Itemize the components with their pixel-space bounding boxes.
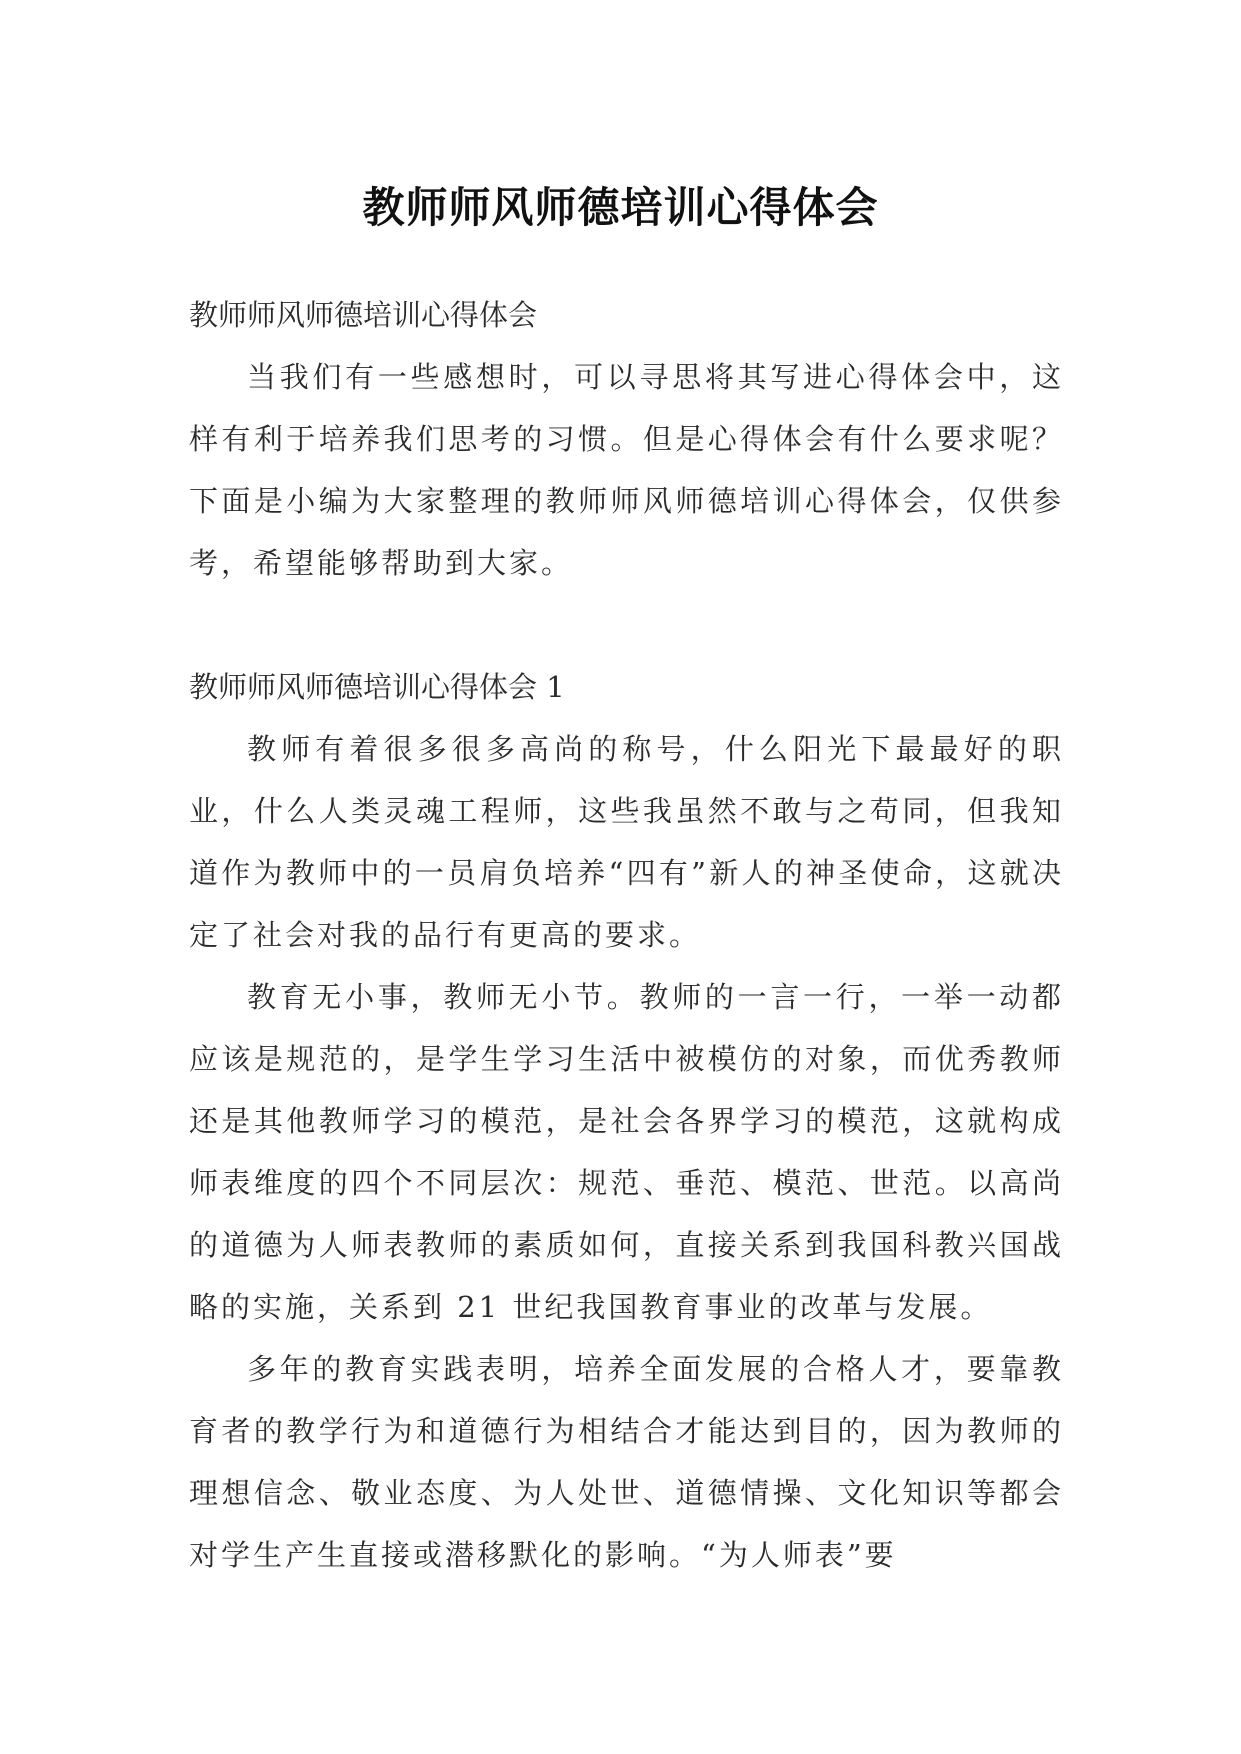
- document-title: 教师师风师德培训心得体会: [362, 183, 879, 233]
- intro-heading: 教师师风师德培训心得体会: [189, 298, 538, 332]
- section-spacer: [189, 594, 1064, 656]
- body-paragraph-2: 教育无小事，教师无小节。教师的一言一行，一举一动都应该是规范的，是学生学习生活中被模仿的对象，而优秀教师还是其他教师学习的模范，是社会各界学习的模范，这就构成师表维度的四个不同层次：规范、垂范、模范、世范。以高尚的道德为人师表教师的素质如何，直接关系到我国科教兴国战略的实施，关系到 21 世纪我国教育事业的改革与发展。: [189, 980, 1064, 1324]
- intro-paragraph: 当我们有一些感想时，可以寻思将其写进心得体会中，这样有利于培养我们思考的习惯。但是心得体会有什么要求呢？下面是小编为大家整理的教师师风师德培训心得体会，仅供参考，希望能够帮助到大家。: [189, 360, 1064, 580]
- document-body: [189, 284, 1064, 1586]
- section-heading: 教师师风师德培训心得体会 1: [189, 670, 565, 704]
- body-paragraph-3: 多年的教育实践表明，培养全面发展的合格人才，要靠教育者的教学行为和道德行为相结合才能达到目的，因为教师的理想信念、敬业态度、为人处世、道德情操、文化知识等都会对学生产生直接或潜移默化的影响。“为人师表”要: [189, 1352, 1064, 1572]
- body-paragraph-1: 教师有着很多很多高尚的称号，什么阳光下最最好的职业，什么人类灵魂工程师，这些我虽然不敢与之苟同，但我知道作为教师中的一员肩负培养“四有”新人的神圣使命，这就决定了社会对我的品行有更高的要求。: [189, 732, 1064, 952]
